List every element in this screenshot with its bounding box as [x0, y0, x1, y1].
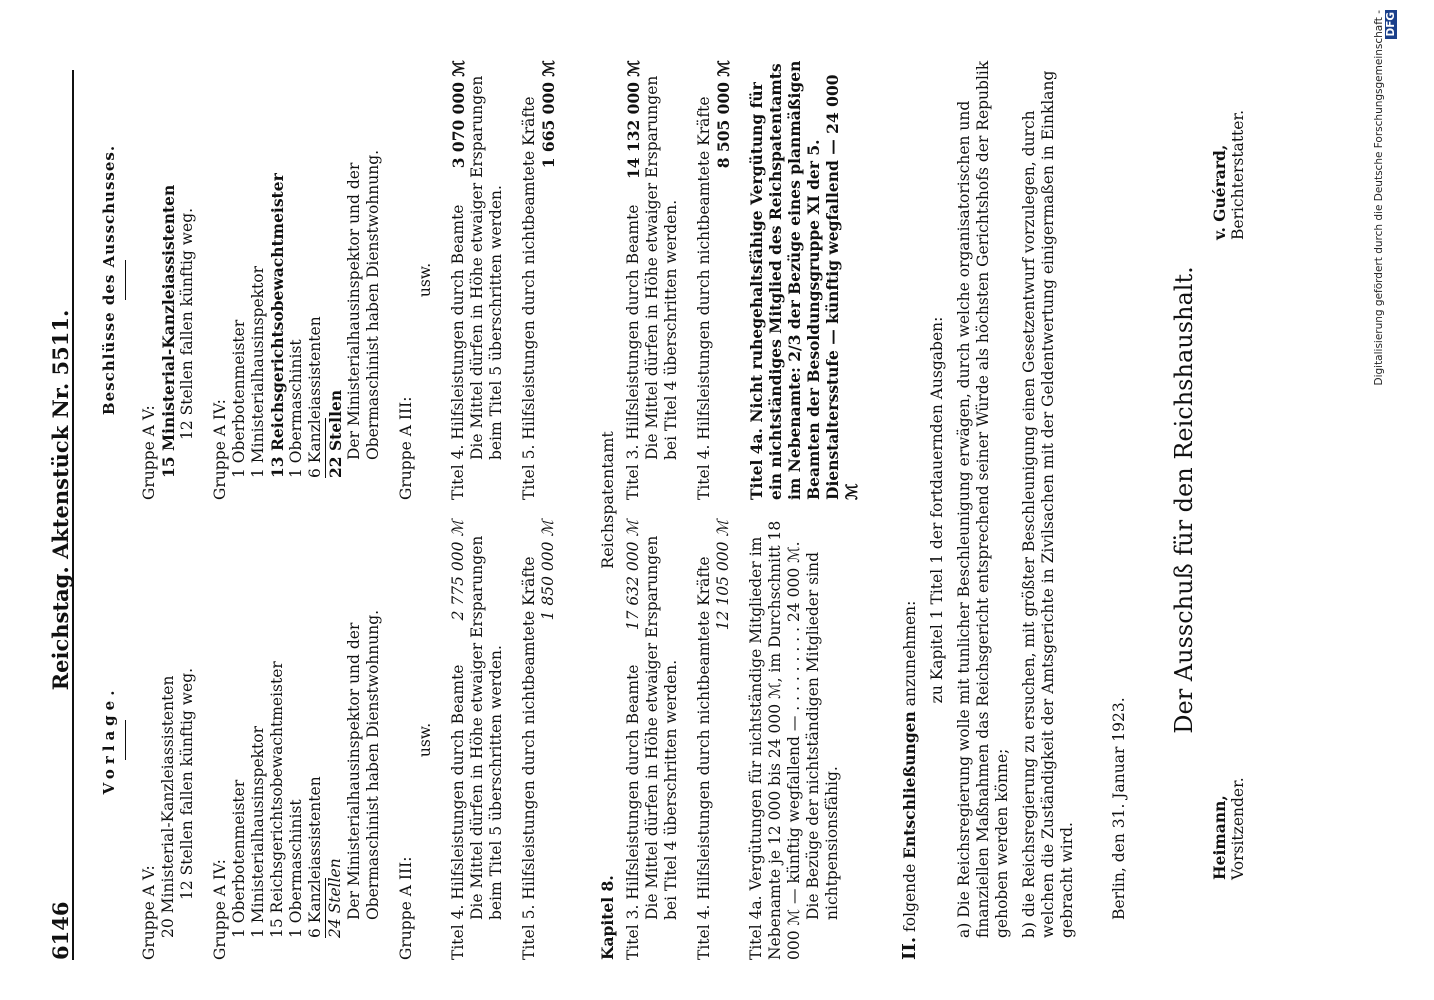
group-aiv-total: 24 Stellen — [326, 858, 344, 938]
entschliessung-b: b) die Reichsregierung zu ersuchen, mit größter Beschleunigung einen Gesetzentwurf vorzulegen, durch welchen die Zuständigkeit der Amtsgerichte in Zivilsachen mit der Geldentwertung einigermaßen in Einklang gebracht wird. — [1020, 70, 1076, 938]
group-av-note: 12 Stellen fallen künftig weg. — [178, 207, 196, 440]
section-entschliessungen — [900, 60, 1077, 960]
kapitel-vorlage — [624, 520, 842, 960]
chair-name: Heimann, — [1210, 795, 1229, 880]
group-aiv-total: 22 Stellen — [326, 389, 345, 478]
group-av-line: 15 Ministerial-Kanzleiassistenten — [159, 184, 178, 478]
column-beschluesse — [100, 60, 558, 500]
rapporteur-role: Berichterstatter. — [1229, 109, 1247, 240]
section-numeral: II. — [899, 936, 920, 960]
list-item: 1 Ministerialhausinspektor — [249, 266, 267, 478]
list-item: 1 Oberbotenmeister — [230, 779, 248, 938]
titel4-amount: 3 070 000 ℳ — [449, 60, 468, 169]
group-av-note: 12 Stellen fallen künftig weg. — [178, 667, 196, 900]
rapporteur-name: v. Guérard, — [1210, 144, 1229, 240]
section-subheading: zu Kapitel 1 Titel 1 der fortdauernden Ausgaben: — [928, 316, 946, 704]
vorlage-heading: Vorlage. — [100, 685, 118, 795]
header-rule — [72, 70, 74, 960]
list-item: 6 Kanzleiassistenten — [306, 316, 324, 478]
titel4-amount: 12 105 000 ℳ — [714, 520, 732, 631]
kapitel-title: Reichspatentamt — [598, 431, 617, 569]
titel4-amount: 2 775 000 ℳ — [449, 520, 467, 621]
titel4-amount: 8 505 000 ℳ — [714, 60, 733, 169]
titel5-text: Titel 5. Hilfsleistungen durch nichtbeamtete Kräfte — [520, 96, 538, 500]
group-av-line: 20 Ministerial-Kanzleiassistenten — [159, 675, 177, 938]
entschliessung-a: a) Die Reichsregierung wolle mit tunlicher Beschleunigung erwägen, durch welche organisatorischen und finanziellen Maßnahmen das Reichsgericht entsprechend seiner Würde als höchsten Gerichtshofs der Republik gehoben werden könne; — [955, 60, 1011, 938]
intro-pre: folgende — [901, 863, 919, 932]
usw-text: usw. — [416, 722, 434, 758]
column-vorlage — [100, 520, 558, 960]
list-item: 13 Reichsgerichtsobewachtmeister — [268, 173, 287, 478]
list-item: 6 Kanzleiassistenten — [306, 776, 324, 938]
titel5-amount: 1 665 000 ℳ — [539, 60, 558, 169]
page-number: 6146 — [48, 901, 73, 960]
digitization-text: Digitalisierung gefördert durch die Deutsche Forschungsgemeinschaft - — [1373, 10, 1385, 386]
titel3-text: Titel 3. Hilfsleistungen durch Beamte — [624, 664, 642, 960]
titel4a-note: Die Bezüge der nichtständigen Mitglieder sind nichtpensionsfähig. — [804, 551, 841, 920]
titel4-text: Titel 4. Hilfsleistungen durch Beamte — [449, 664, 467, 960]
titel4a-text: Titel 4a. Vergütungen für nichtständige Mitglieder im Nebenamte je 12 000 bis 24 000 ℳ, im Durchschnitt 18 000 ℳ — künftig wegfallend — . . . . . . . . . 24 000 ℳ. — [747, 520, 803, 960]
list-item: 1 Obermaschinist — [287, 799, 305, 938]
group-aiv-label: Gruppe A IV: — [211, 859, 229, 960]
group-av-label: Gruppe A V: — [140, 405, 158, 500]
usw-text: usw. — [416, 262, 434, 298]
titel3-amount: 17 632 000 ℳ — [624, 520, 642, 631]
place-date: Berlin, den 31. Januar 1923. — [1110, 697, 1128, 920]
titel4-text: Titel 4. Hilfsleistungen durch nichtbeamtete Kräfte — [695, 556, 713, 960]
dfg-logo: DFG — [1385, 12, 1397, 37]
beschluesse-heading: Beschlüsse des Ausschusses. — [100, 144, 118, 416]
group-aiii-label: Gruppe A III: — [397, 396, 415, 500]
titel5-amount: 1 850 000 ℳ — [539, 520, 557, 621]
divider — [125, 260, 126, 300]
intro-bold: Entschließungen — [900, 711, 919, 859]
titel5-text: Titel 5. Hilfsleistungen durch nichtbeamtete Kräfte — [520, 556, 538, 960]
digitization-note — [1373, 10, 1397, 400]
group-aiv-label: Gruppe A IV: — [211, 399, 229, 500]
titel4-note: Die Mittel dürfen in Höhe etwaiger Ersparungen beim Titel 5 überschritten werden. — [468, 75, 505, 460]
list-item: 1 Ministerialhausinspektor — [249, 726, 267, 938]
chair-role: Vorsitzender. — [1229, 777, 1247, 880]
titel3-text: Titel 3. Hilfsleistungen durch Beamte — [624, 204, 642, 500]
committee-name: Der Ausschuß für den Reichshaushalt. — [1170, 266, 1198, 734]
titel4a-text: Titel 4a. Nicht ruhegehaltsfähige Vergütung für ein nichtständiges Mitglied des Reichspatentamts im Nebenamte: 2/3 der Bezüge eines planmäßigen Beamten der Besoldungsgruppe XI der 5. Dienstaltersstufe — künftig wegfallend — 24 000 ℳ — [747, 60, 861, 500]
list-item: 1 Oberbotenmeister — [230, 319, 248, 478]
group-aiv-note: Der Ministerialhausinspektor und der Obermaschinist haben Dienstwohnung. — [345, 609, 382, 920]
titel3-amount: 14 132 000 ℳ — [624, 60, 643, 180]
titel4-text: Titel 4. Hilfsleistungen durch Beamte — [449, 204, 467, 500]
list-item: 15 Reichsgerichtsobewachtmeister — [268, 661, 286, 938]
group-aiii-label: Gruppe A III: — [397, 856, 415, 960]
list-item: 1 Obermaschinist — [287, 339, 305, 478]
titel3-note: Die Mittel dürfen in Höhe etwaiger Ersparungen bei Titel 4 überschritten werden. — [643, 75, 680, 460]
kapitel-beschluesse — [624, 60, 861, 500]
titel4-text: Titel 4. Hilfsleistungen durch nichtbeamtete Kräfte — [695, 96, 713, 500]
document-title: Reichstag. Aktenstück Nr. 5511. — [48, 309, 73, 691]
titel3-note: Die Mittel dürfen in Höhe etwaiger Ersparungen bei Titel 4 überschritten werden. — [643, 535, 680, 920]
group-aiv-note: Der Ministerialhausinspektor und der Obermaschinist haben Dienstwohnung. — [345, 149, 382, 460]
kapitel-label: Kapitel 8. — [598, 875, 617, 960]
intro-post: anzunehmen: — [901, 600, 919, 707]
titel4-note: Die Mittel dürfen in Höhe etwaiger Ersparungen beim Titel 5 überschritten werden. — [468, 535, 505, 920]
divider — [125, 720, 126, 760]
signature-chair — [1210, 777, 1248, 880]
group-av-label: Gruppe A V: — [140, 865, 158, 960]
signature-rapporteur — [1210, 110, 1248, 240]
